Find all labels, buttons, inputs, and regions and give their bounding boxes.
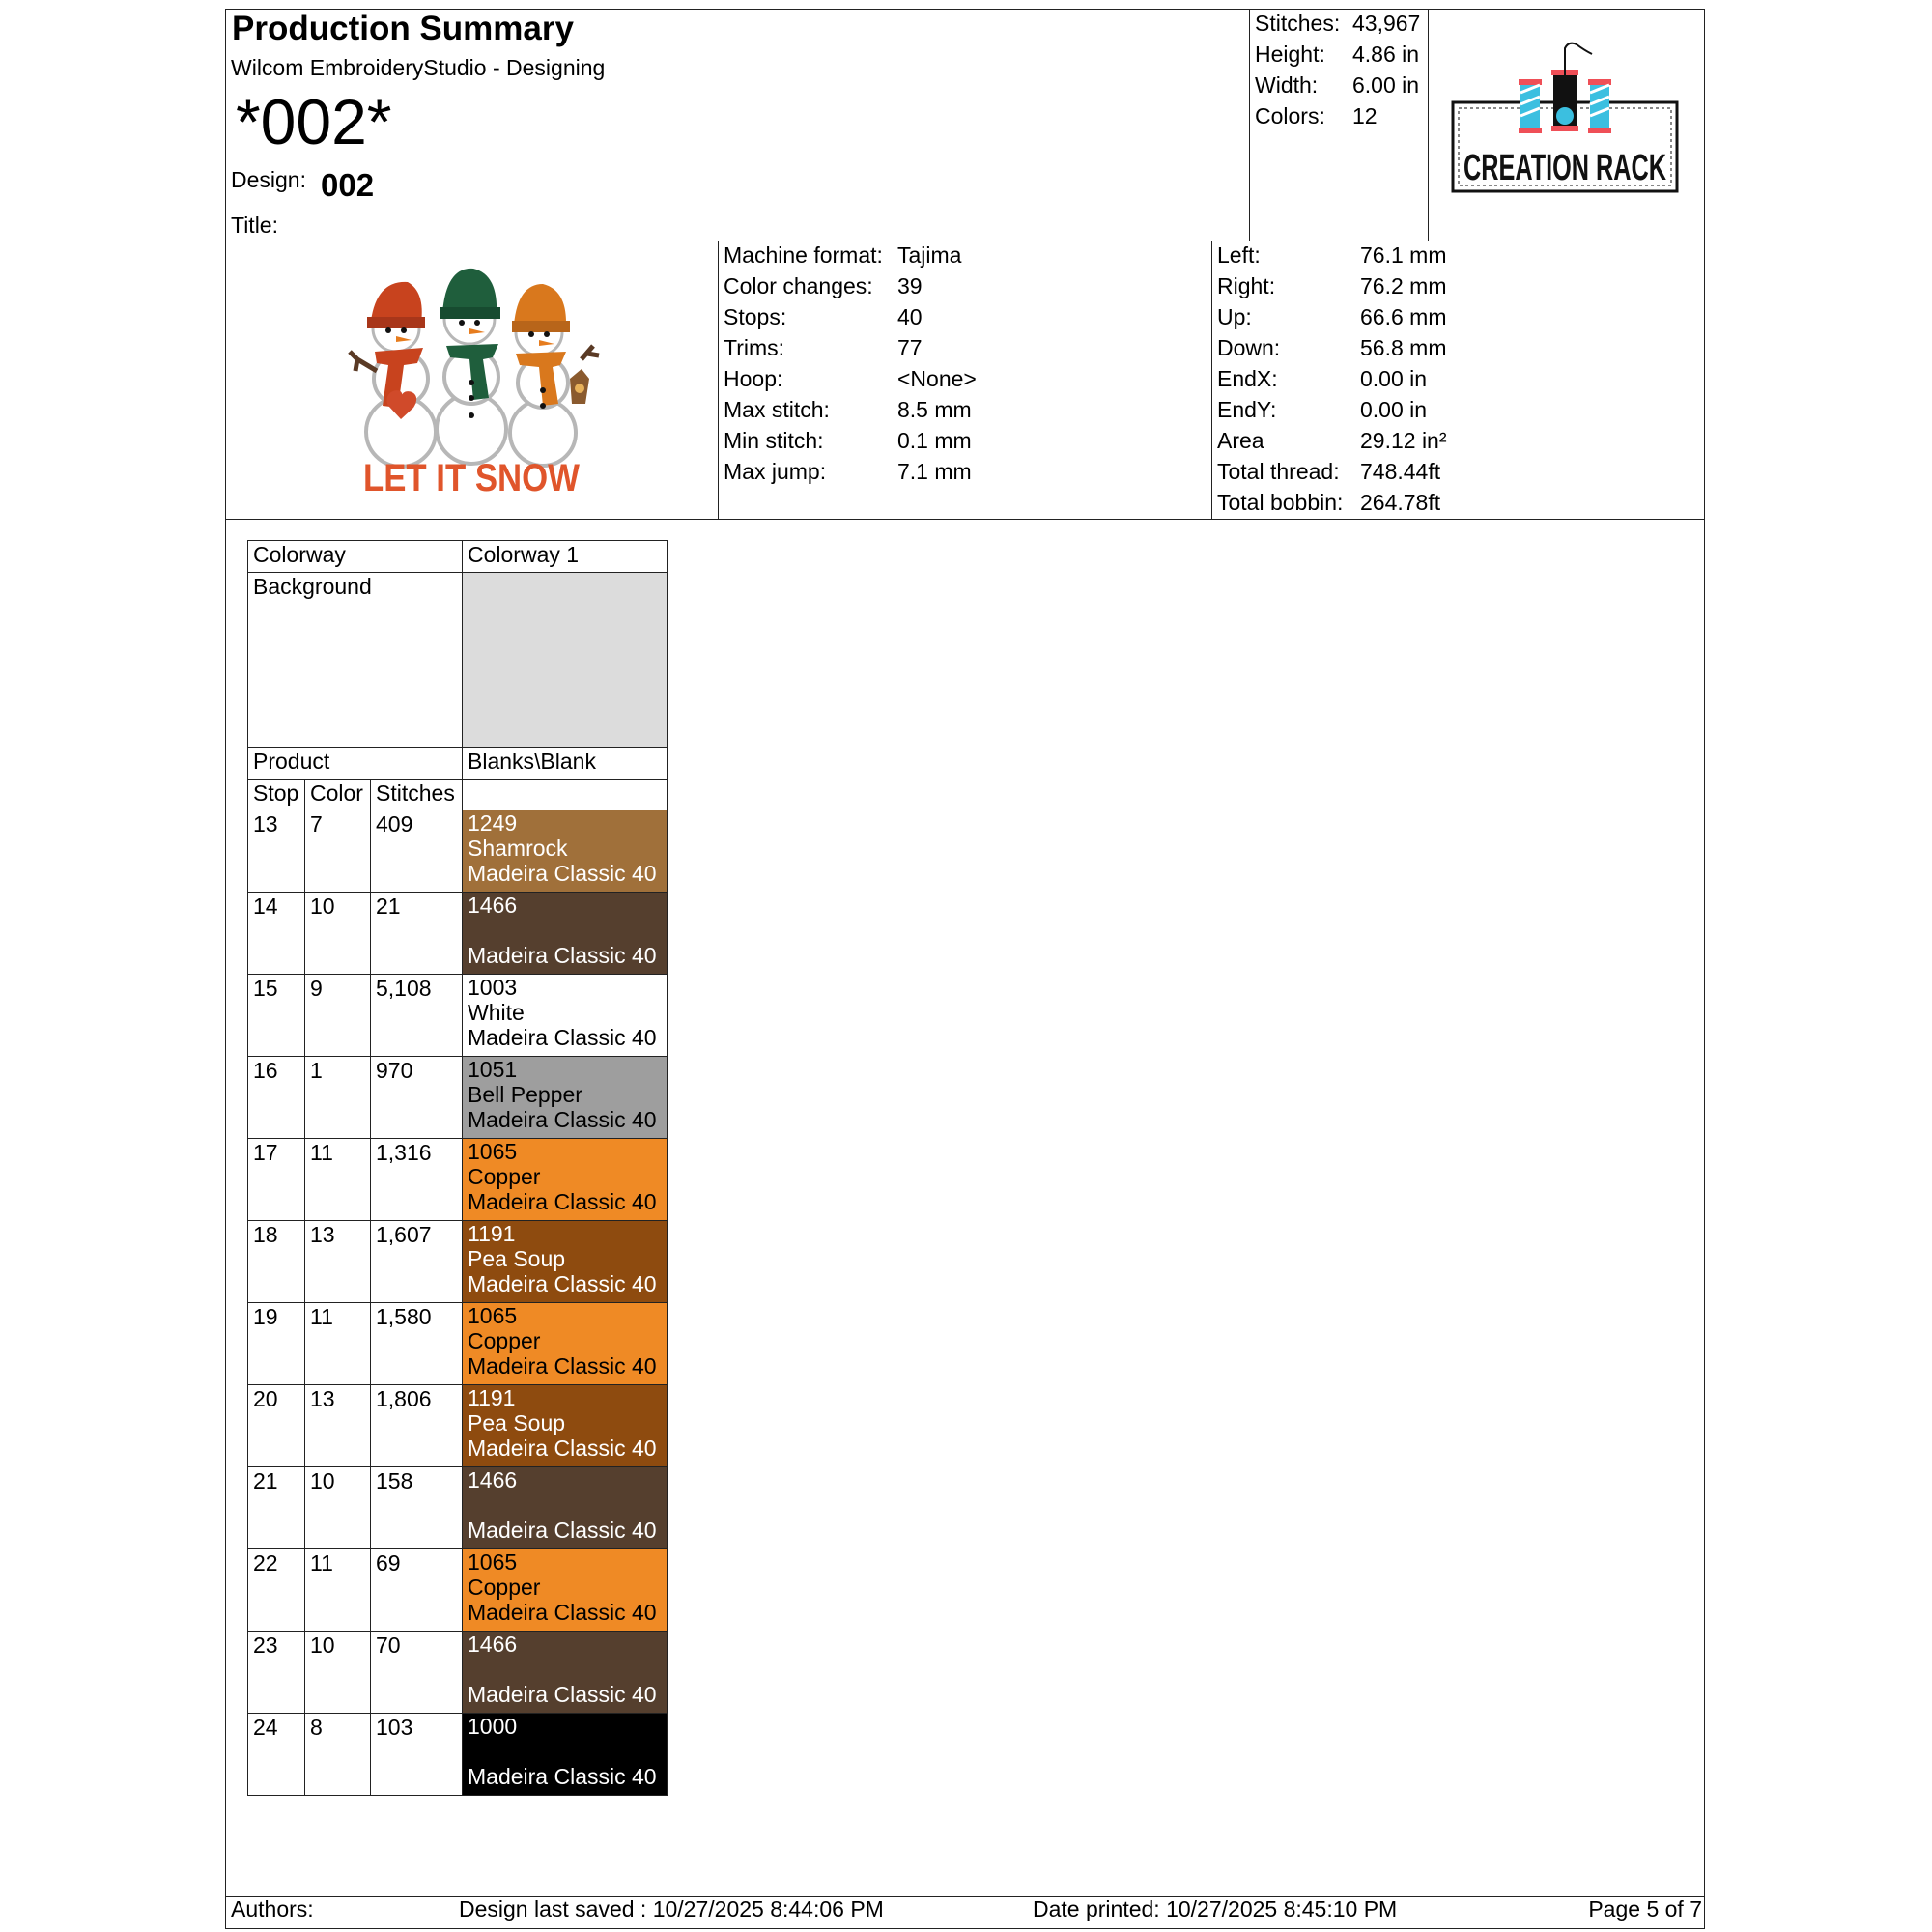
cell-stop: 22 — [248, 1549, 305, 1632]
stat-row-label: Colors: — [1255, 103, 1325, 128]
stat-row-label: Stitches: — [1255, 11, 1341, 36]
machine-row — [724, 332, 923, 363]
footer-page: Page 5 of 7 — [1588, 1896, 1702, 1921]
thread-swatch — [463, 1139, 668, 1221]
machine-row — [724, 425, 972, 456]
stat-row-value: 12 — [1352, 103, 1378, 128]
stat-row — [1255, 100, 1378, 131]
divider — [225, 519, 1705, 520]
thread-name — [468, 1657, 662, 1682]
table-row — [248, 1714, 668, 1796]
table-row — [248, 1385, 668, 1467]
cell-stitches: 103 — [371, 1714, 463, 1796]
extent-row — [1217, 394, 1427, 425]
machine-row-label: Trims: — [724, 335, 785, 360]
thread-swatch — [463, 810, 668, 893]
page-title: Production Summary — [232, 10, 574, 47]
machine-row-label: Color changes: — [724, 273, 873, 298]
spool-right — [1588, 79, 1611, 133]
thread-name — [468, 918, 662, 943]
machine-row-value: 0.1 mm — [897, 428, 972, 453]
divider — [718, 241, 719, 519]
cell-stitches: 409 — [371, 810, 463, 893]
colorway-value: Colorway 1 — [463, 541, 668, 573]
cell-stop: 14 — [248, 893, 305, 975]
cell-color: 13 — [305, 1385, 371, 1467]
spool-center — [1551, 43, 1592, 131]
cell-stitches: 21 — [371, 893, 463, 975]
thread-code: 1249 — [468, 810, 518, 836]
table-row — [248, 1057, 668, 1139]
thread-brand: Madeira Classic 40 — [468, 1107, 657, 1132]
extent-row-value: 29.12 in² — [1360, 428, 1447, 453]
machine-row — [724, 363, 977, 394]
machine-row — [724, 456, 972, 487]
cell-stitches: 1,806 — [371, 1385, 463, 1467]
cell-color: 10 — [305, 1632, 371, 1714]
colorway-table — [247, 540, 668, 1796]
thread-code: 1191 — [468, 1385, 516, 1410]
extent-row-value: 66.6 mm — [1360, 304, 1447, 329]
design-preview — [328, 263, 618, 504]
thread-swatch — [463, 1714, 668, 1796]
extent-row-value: 76.2 mm — [1360, 273, 1447, 298]
divider — [1428, 9, 1429, 241]
extent-row-label: EndX: — [1217, 366, 1278, 391]
preview-caption: LET IT SNOW — [363, 457, 581, 499]
thread-swatch — [463, 1467, 668, 1549]
thread-code: 1065 — [468, 1303, 518, 1328]
title-label: Title: — [231, 213, 278, 238]
table-row — [248, 1549, 668, 1632]
cell-stop: 13 — [248, 810, 305, 893]
thread-code: 1051 — [468, 1057, 518, 1082]
extent-row-value: 264.78ft — [1360, 490, 1441, 515]
stat-row — [1255, 70, 1419, 100]
thread-code: 1003 — [468, 975, 518, 1000]
extent-row-label: EndY: — [1217, 397, 1277, 422]
thread-name: Shamrock — [468, 836, 568, 861]
thread-brand: Madeira Classic 40 — [468, 1189, 657, 1214]
cell-stop: 19 — [248, 1303, 305, 1385]
thread-swatch — [463, 893, 668, 975]
snowmen-preview-graphic — [328, 263, 618, 504]
extent-row-value: 0.00 in — [1360, 366, 1428, 391]
cell-stitches: 970 — [371, 1057, 463, 1139]
thread-swatch — [463, 1303, 668, 1385]
thread-brand: Madeira Classic 40 — [468, 1271, 657, 1296]
cell-stitches: 69 — [371, 1549, 463, 1632]
table-row — [248, 1303, 668, 1385]
thread-name: Copper — [468, 1575, 541, 1600]
footer-saved: Design last saved : 10/27/2025 8:44:06 PM — [459, 1896, 884, 1921]
thread-brand: Madeira Classic 40 — [468, 1682, 657, 1707]
thread-name: White — [468, 1000, 525, 1025]
app-subtitle: Wilcom EmbroideryStudio - Designing — [231, 55, 606, 80]
cell-color: 11 — [305, 1139, 371, 1221]
divider — [225, 241, 1705, 242]
machine-row-value: 7.1 mm — [897, 459, 972, 484]
thread-code: 1000 — [468, 1714, 518, 1739]
cell-stitches: 1,607 — [371, 1221, 463, 1303]
extent-row-value: 56.8 mm — [1360, 335, 1447, 360]
extent-row — [1217, 425, 1447, 456]
thread-swatch — [463, 1057, 668, 1139]
cell-stop: 15 — [248, 975, 305, 1057]
header-thread — [463, 780, 668, 810]
table-row — [248, 893, 668, 975]
machine-row — [724, 301, 923, 332]
extent-row — [1217, 456, 1440, 487]
machine-row — [724, 240, 961, 270]
thread-code: 1191 — [468, 1221, 516, 1246]
thread-swatch — [463, 1385, 668, 1467]
logo-text: CREATION RACK — [1463, 148, 1667, 188]
cell-color: 10 — [305, 1467, 371, 1549]
table-row — [248, 1632, 668, 1714]
cell-stop: 18 — [248, 1221, 305, 1303]
cell-color: 11 — [305, 1303, 371, 1385]
spool-left — [1519, 79, 1542, 133]
cell-stitches: 1,580 — [371, 1303, 463, 1385]
cell-stop: 16 — [248, 1057, 305, 1139]
extent-row-label: Total thread: — [1217, 459, 1340, 484]
thread-brand: Madeira Classic 40 — [468, 1025, 657, 1050]
cell-stop: 20 — [248, 1385, 305, 1467]
snowman-middle — [437, 269, 506, 464]
creation-rack-logo — [1449, 41, 1681, 195]
extent-row-value: 76.1 mm — [1360, 242, 1447, 268]
thread-swatch — [463, 975, 668, 1057]
machine-row-value: <None> — [897, 366, 977, 391]
machine-row-label: Stops: — [724, 304, 787, 329]
cell-color: 1 — [305, 1057, 371, 1139]
thread-name: Pea Soup — [468, 1246, 566, 1271]
cell-stop: 24 — [248, 1714, 305, 1796]
divider — [1249, 9, 1250, 241]
thread-name — [468, 1492, 662, 1518]
snowman-left — [350, 282, 436, 467]
design-value: 002 — [321, 167, 375, 203]
background-label: Background — [248, 573, 463, 748]
cell-stitches: 70 — [371, 1632, 463, 1714]
extent-row-label: Right: — [1217, 273, 1276, 298]
thread-swatch — [463, 1632, 668, 1714]
cell-color: 10 — [305, 893, 371, 975]
extent-row-value: 748.44ft — [1360, 459, 1441, 484]
thread-brand: Madeira Classic 40 — [468, 861, 657, 886]
thread-name — [468, 1739, 662, 1764]
thread-brand: Madeira Classic 40 — [468, 1435, 657, 1461]
header-stitches: Stitches — [371, 780, 463, 810]
stat-row-value: 43,967 — [1352, 11, 1421, 36]
machine-row — [724, 270, 923, 301]
divider — [1211, 241, 1212, 519]
thread-code: 1466 — [468, 1467, 518, 1492]
cell-color: 8 — [305, 1714, 371, 1796]
thread-code: 1065 — [468, 1139, 518, 1164]
stat-row — [1255, 39, 1419, 70]
stat-row-label: Width: — [1255, 72, 1319, 98]
machine-row-value: 77 — [897, 335, 923, 360]
header-color: Color — [305, 780, 371, 810]
table-row — [248, 1467, 668, 1549]
header-stop: Stop — [248, 780, 305, 810]
thread-name: Bell Pepper — [468, 1082, 582, 1107]
extent-row-value: 0.00 in — [1360, 397, 1428, 422]
machine-row — [724, 394, 972, 425]
machine-row-value: 39 — [897, 273, 923, 298]
stat-row — [1255, 8, 1420, 39]
product-label: Product — [248, 748, 463, 780]
stat-row-value: 4.86 in — [1352, 42, 1420, 67]
footer-printed: Date printed: 10/27/2025 8:45:10 PM — [1033, 1896, 1398, 1921]
machine-row-value: Tajima — [897, 242, 962, 268]
machine-row-label: Max jump: — [724, 459, 827, 484]
extent-row-label: Down: — [1217, 335, 1281, 360]
cell-color: 11 — [305, 1549, 371, 1632]
machine-row-label: Min stitch: — [724, 428, 824, 453]
cell-stitches: 5,108 — [371, 975, 463, 1057]
extent-row-label: Total bobbin: — [1217, 490, 1344, 515]
extent-row-label: Area — [1217, 428, 1264, 453]
thread-code: 1065 — [468, 1549, 518, 1575]
design-label: Design: — [231, 167, 306, 192]
cell-color: 13 — [305, 1221, 371, 1303]
extent-row — [1217, 487, 1440, 518]
product-value: Blanks\Blank — [463, 748, 668, 780]
cell-stop: 17 — [248, 1139, 305, 1221]
machine-row-value: 40 — [897, 304, 923, 329]
divider — [225, 1896, 1705, 1897]
colorway-label: Colorway — [248, 541, 463, 573]
table-row — [248, 1221, 668, 1303]
cell-stop: 21 — [248, 1467, 305, 1549]
cell-stitches: 158 — [371, 1467, 463, 1549]
machine-row-value: 8.5 mm — [897, 397, 972, 422]
cell-stitches: 1,316 — [371, 1139, 463, 1221]
background-swatch — [463, 573, 668, 748]
table-row — [248, 975, 668, 1057]
thread-brand: Madeira Classic 40 — [468, 1764, 657, 1789]
thread-name: Copper — [468, 1164, 541, 1189]
extent-row — [1217, 332, 1446, 363]
thread-brand: Madeira Classic 40 — [468, 943, 657, 968]
machine-row-label: Max stitch: — [724, 397, 830, 422]
thread-name: Pea Soup — [468, 1410, 566, 1435]
extent-row — [1217, 270, 1446, 301]
snowman-right — [510, 284, 599, 466]
thread-brand: Madeira Classic 40 — [468, 1353, 657, 1378]
extent-row — [1217, 240, 1446, 270]
cell-color: 7 — [305, 810, 371, 893]
stat-row-label: Height: — [1255, 42, 1325, 67]
extent-row-label: Up: — [1217, 304, 1252, 329]
table-row — [248, 1139, 668, 1221]
extent-row — [1217, 301, 1446, 332]
extent-row — [1217, 363, 1427, 394]
barcode-text: *002* — [236, 86, 392, 157]
thread-name: Copper — [468, 1328, 541, 1353]
thread-code: 1466 — [468, 893, 518, 918]
thread-swatch — [463, 1549, 668, 1632]
thread-brand: Madeira Classic 40 — [468, 1518, 657, 1543]
table-row — [248, 810, 668, 893]
cell-stop: 23 — [248, 1632, 305, 1714]
footer-authors: Authors: — [231, 1896, 314, 1921]
thread-code: 1466 — [468, 1632, 518, 1657]
machine-row-label: Machine format: — [724, 242, 883, 268]
extent-row-label: Left: — [1217, 242, 1261, 268]
cell-color: 9 — [305, 975, 371, 1057]
machine-row-label: Hoop: — [724, 366, 783, 391]
stat-row-value: 6.00 in — [1352, 72, 1420, 98]
logo-graphic — [1449, 41, 1681, 195]
thread-brand: Madeira Classic 40 — [468, 1600, 657, 1625]
thread-swatch — [463, 1221, 668, 1303]
